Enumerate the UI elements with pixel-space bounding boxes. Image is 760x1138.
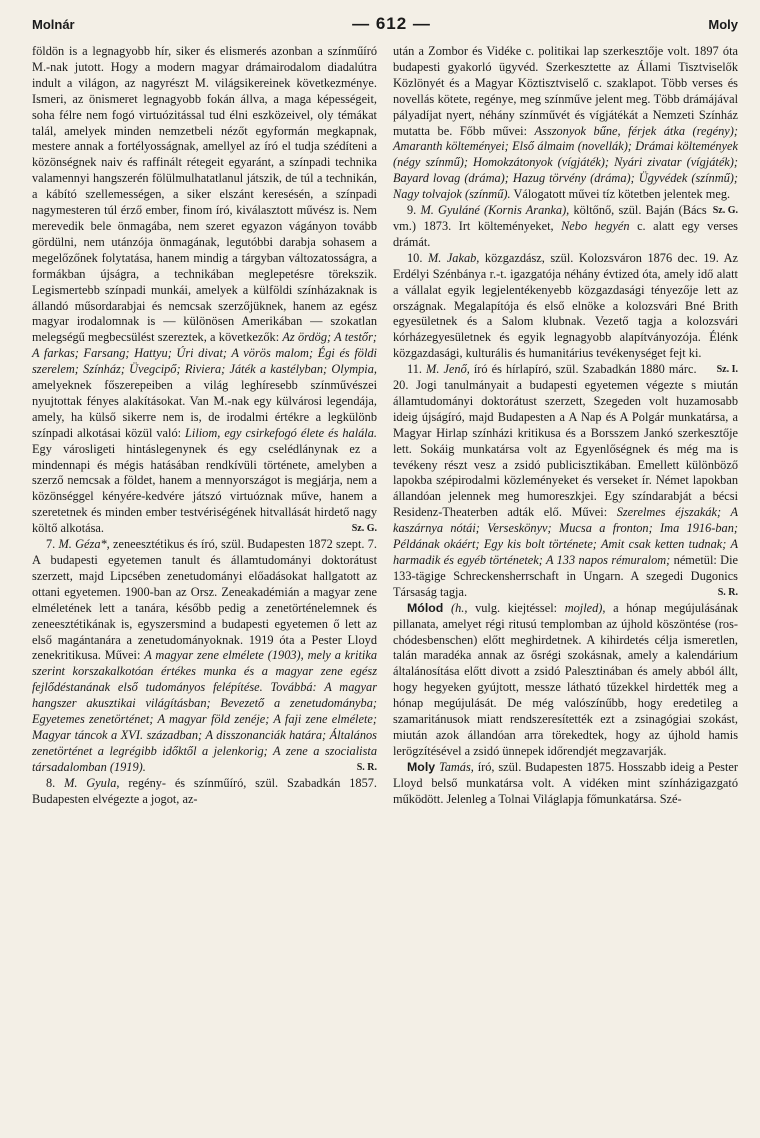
entry-gloss: (h., bbox=[450, 600, 468, 615]
entry-number: 10. bbox=[407, 250, 423, 265]
body-text: közgazdász, szül. Kolozsváron 1876 dec. 19. Az Erdélyi Szénbánya r.-t. igazgatója néhány évtized óta, amely idő alatt a vállalat egyik legjelentékenyebb közgazdasági tényezője lett az országnak. Megalapítója és első elnöke a kolozsvári Bné Brith egyesületnek és a Salom klubnak. Vezető tagja a kolozsvári kórházegyesületnek és egyik legnagyobb alapítványozója. Élénk közgazdasági, kulturális és humanitárius tevékenységet fejt ki. bbox=[393, 250, 739, 361]
left-column bbox=[32, 44, 377, 808]
entry-number: 9. bbox=[407, 203, 417, 218]
entry-molod bbox=[393, 601, 738, 760]
running-head-right: Moly bbox=[708, 17, 738, 32]
body-text: zeneesztétikus és író, szül. Budapesten 1872 szept. 7. A budapesti egyetemen tanult és államtudományi doktorátust szerzett, majd Lipcsében zenetudományi előadásokat hallgatott az ottani egyetemen. 1900-ban az Orsz. Zeneakadémián a magyar zene elméletének lett a tanára, később pedig a zenetörténelemnek és zeneesztétikának is, egyszersmind a budapesti egyetemen ő lett az első magántanára a zenetudományoknak. 1919 óta a Pester Lloyd zenekritikusa. Művei: bbox=[32, 537, 377, 663]
entry-headword: M. Gyuláné (Kornis Aranka), bbox=[420, 203, 570, 218]
work-titles: Az ördög; A testőr; A farkas; Farsang; Hattyu; Úri divat; A vörös malom; Égi és földi szerelem; Színház; Üvegcipő; Riviera; Játék a kastélyban; Olympia, bbox=[32, 330, 377, 377]
entry-7 bbox=[32, 537, 377, 776]
running-head-left: Molnár bbox=[32, 17, 75, 32]
body-text: regény- és színműíró, szül. Szabadkán 1857. Budapesten elvégezte a jogot, az- bbox=[32, 775, 377, 806]
body-text: író, szül. Budapesten 1875. Hosszabb ideig a Pester Lloyd belső munkatársa volt. A vidéken mint színházigazgató működött. Jelenleg a Tolnai Világlapja főmunkatársa. Szé- bbox=[393, 759, 738, 806]
body-text: után a Zombor és Vidéke c. politikai lap szerkesztője volt. 1897 óta budapesti gyakorló ügyvéd. Szerkesztette az Állami Tisztviselők Közlönyét és a Magyar Köztisztviselő c. szaklapot. Több verses és novellás kötete, regénye, meg színműve jelent meg. Több drámájával pályadíjat nyert, néhány színművét és vígjátékát a Nemzeti Színház mutatta be. Főbb művei: bbox=[393, 44, 738, 138]
entry-number: 7. bbox=[46, 537, 56, 552]
work-titles: Szerelmes éjszakák; A kaszárnya nótái; Verseskönyv; Mucsa a fronton; Ima 1916-ban; Példának okáért; Egy kis bolt története; Amit csak ketten tudnak; A harmadik és egyéb történetek; A 133 napos rémuralom; bbox=[393, 505, 738, 567]
body-text: földön is a legnagyobb hír, siker és elismerés azonban a színműíró M.-nak jutott. Hogy a modern magyar drámairodalom diadalútra indult a világon, az nagyrészt M. világsikereinek következménye. Ismeri, az önismeret legnagyobb fokán állva, a maga képességeit, soha félre nem fogó virtuózitással tud élni eszközeivel, oly témákat talál, amelyek minden nemzetbeli nézőt egyformán megkapnak, mestere annak a fortélyosságnak, amellyel az író el tudja szédíteni a közönségnek naiv és raffinált rétegeit egyaránt, a színpadi technika valamennyi hangszerén fölülmulhatatlanul játszik, de túl a technikán, a kábító szellemességen, a siker elszánt keresésén, a színpadi nagymesteren túl érző ember, finom író, kiválasztott művész is. Nem merevedik bele önmagába, nem szeret egyazon vágányon tovább gördülni, nem utánzója önmagának, legutóbbi darabja sohasem a megelőzőnek folytatása, hanem mindig a tárgyban változatosságra, a formákban újságra, a technikában meglepetésre törekszik. Legismertebb színpadi munkái, amelyek a külföldi színházaknak is állandó műsordarabjai és nemcsak szerzőjüknek, hanem az egész magyar irodalomnak is — különösen Amerikában — szokatlan melegségű megbecsülést szereztek, a következők: bbox=[32, 44, 377, 345]
page-header bbox=[32, 14, 738, 42]
body-text: németül: Die 133-tägige Schreckensherrschaft in Ungarn. A szegedi Dugonics Társaság tagja. bbox=[393, 553, 738, 599]
body-text: amelyeknek főszerepeiben a világ leghíresebb színművészei nyujtottak fényes alakításokat. Van M.-nak egy külvárosi legendája, amely, ha külső sikerre nem is, de irodalmi értékre a legkülönb színpadi alkotásai közül való: bbox=[32, 378, 377, 440]
entry-moly bbox=[393, 760, 738, 808]
entry-headword: M. Jenő, bbox=[426, 362, 470, 377]
author-signature: S. R. bbox=[356, 761, 377, 773]
entry-firstname: Tamás, bbox=[438, 759, 474, 774]
page-number: — 612 — bbox=[352, 14, 431, 33]
work-titles: A magyar zene elmélete (1903), mely a kritika szerint korszakalkotóan értékes munka és a magyar zene egész fejlődéstanának első tudományos felépítése. Továbbá: A magyar hangszer akusztikai világításban; Bevezető a zenetudományba; Egyetemes zenetörténet; A magyar föld zenéje; A faji zene elmélete; Magyar táncok a XVI. században; A disszonanciák határa; Általános zenetörténet a legrégibb időktől a jelenkorig; A zene a szocialista társadalomban (1919). bbox=[32, 648, 377, 774]
entry-headword: M. Jakab, bbox=[427, 250, 480, 265]
author-signature: S. R. bbox=[717, 586, 738, 598]
entry-continuation bbox=[32, 44, 377, 537]
work-titles: Asszonyok bűne, férjek átka (regény); Amaranth költeményei; Első álmaim (novellák); Drámai költemények (négy színmű); Homokzátonyok (vígjáték); Nyári zivatar (vígjáték); Bayard lovag (dráma); Hazug törvény (dráma); Ügyvédek (színmű); Nagy tolvajok (színmű). bbox=[393, 123, 738, 202]
entry-headword: M. Gyula, bbox=[64, 775, 120, 790]
entry-9 bbox=[393, 203, 738, 251]
work-title: Liliom, egy csirkefogó élete és halála. bbox=[185, 425, 377, 440]
entry-8 bbox=[32, 776, 377, 808]
body-text: Egy városligeti hintáslegenynek és egy cselédlánynak ez a mindennapi és mégis hatásában rendkívüli története, amelyben a szerző nemcsak a földet, hanem a mennyországot is megjárja, nem a közönséggel kényére-kedvére játszó virtuóznak műve, hanem a szeretetnek és minden ember testvériségének hitvallását hirdető nagy költő alkotása. bbox=[32, 441, 377, 536]
entry-headword: M. Géza*, bbox=[58, 537, 110, 552]
entry-gloss: mojled), bbox=[564, 600, 606, 615]
right-column bbox=[393, 44, 738, 808]
entry-number: 8. bbox=[46, 775, 56, 790]
author-signature: Sz. G. bbox=[712, 205, 738, 217]
work-title: Nebo hegyén bbox=[561, 218, 630, 233]
body-text: a hónap megújulásának pillanata, amelyet régi ritusú templomban az újhold köszöntése (ros-chódesbenschen) előtt meghirdetnek. A kihirdetés célja ismeretlen, talán maradéka annak az ősrégi szokásnak, amely a kalendárium általánosítása előtt divott a zsidó Palesztinában és amely abból állt, hogy hegyeken gyújtott, messze látható tűzekkel hirdették meg a hónap megújulását. De még valószínűbb, hogy eredetileg a szamaritánusok miatt rendszeresítették ezt a zsinagógiai szokást, miután azok állandóan arra törekedtek, hogy az újhold hamis lerögzítésével a zsidó ünnepek időrendjét megzavarják. bbox=[393, 600, 739, 758]
entry-number: 11. bbox=[407, 362, 422, 377]
body-text: költőnő, szül. Baján (Bács vm.) 1873. Irt költeményeket, bbox=[393, 203, 707, 233]
entry-headword: Moly bbox=[407, 759, 436, 774]
body-text: Válogatott művei tíz kötetben jelentek meg. bbox=[513, 187, 731, 202]
body-text: vulg. kiejtéssel: bbox=[475, 600, 558, 615]
author-signature: Sz. G. bbox=[351, 523, 377, 535]
entry-headword: Mólod bbox=[407, 600, 444, 615]
entry-11 bbox=[393, 362, 738, 601]
body-text: c. alatt egy verses drámát. bbox=[393, 218, 738, 249]
author-signature: Sz. I. bbox=[716, 364, 738, 376]
body-text: író és hírlapíró, szül. Szabadkán 1880 márc. 20. Jogi tanulmányait a budapesti egyetemen végezte s miután államtudományi doktorátust szerzett, Szegeden volt huzamosabb ideig újságíró, majd Budapesten a A Nap és A Polgár munkatársa, a Magyar Hirlap színházi kritikusa és a Borsszem Jankó szerkesztője lett. Sokáig munkatársa volt az Egyenlőségnek és még ma is tevékeny részt vesz a zsidó publicisztikában. Emellett különböző lapokba szépirodalmi közleményeket és verseket ír. Német lapokban állandóan jelennek meg humoreszkjei. Egy színdarabját a bécsi Residenz-Theaterben adták elő. Művei: bbox=[393, 362, 738, 520]
